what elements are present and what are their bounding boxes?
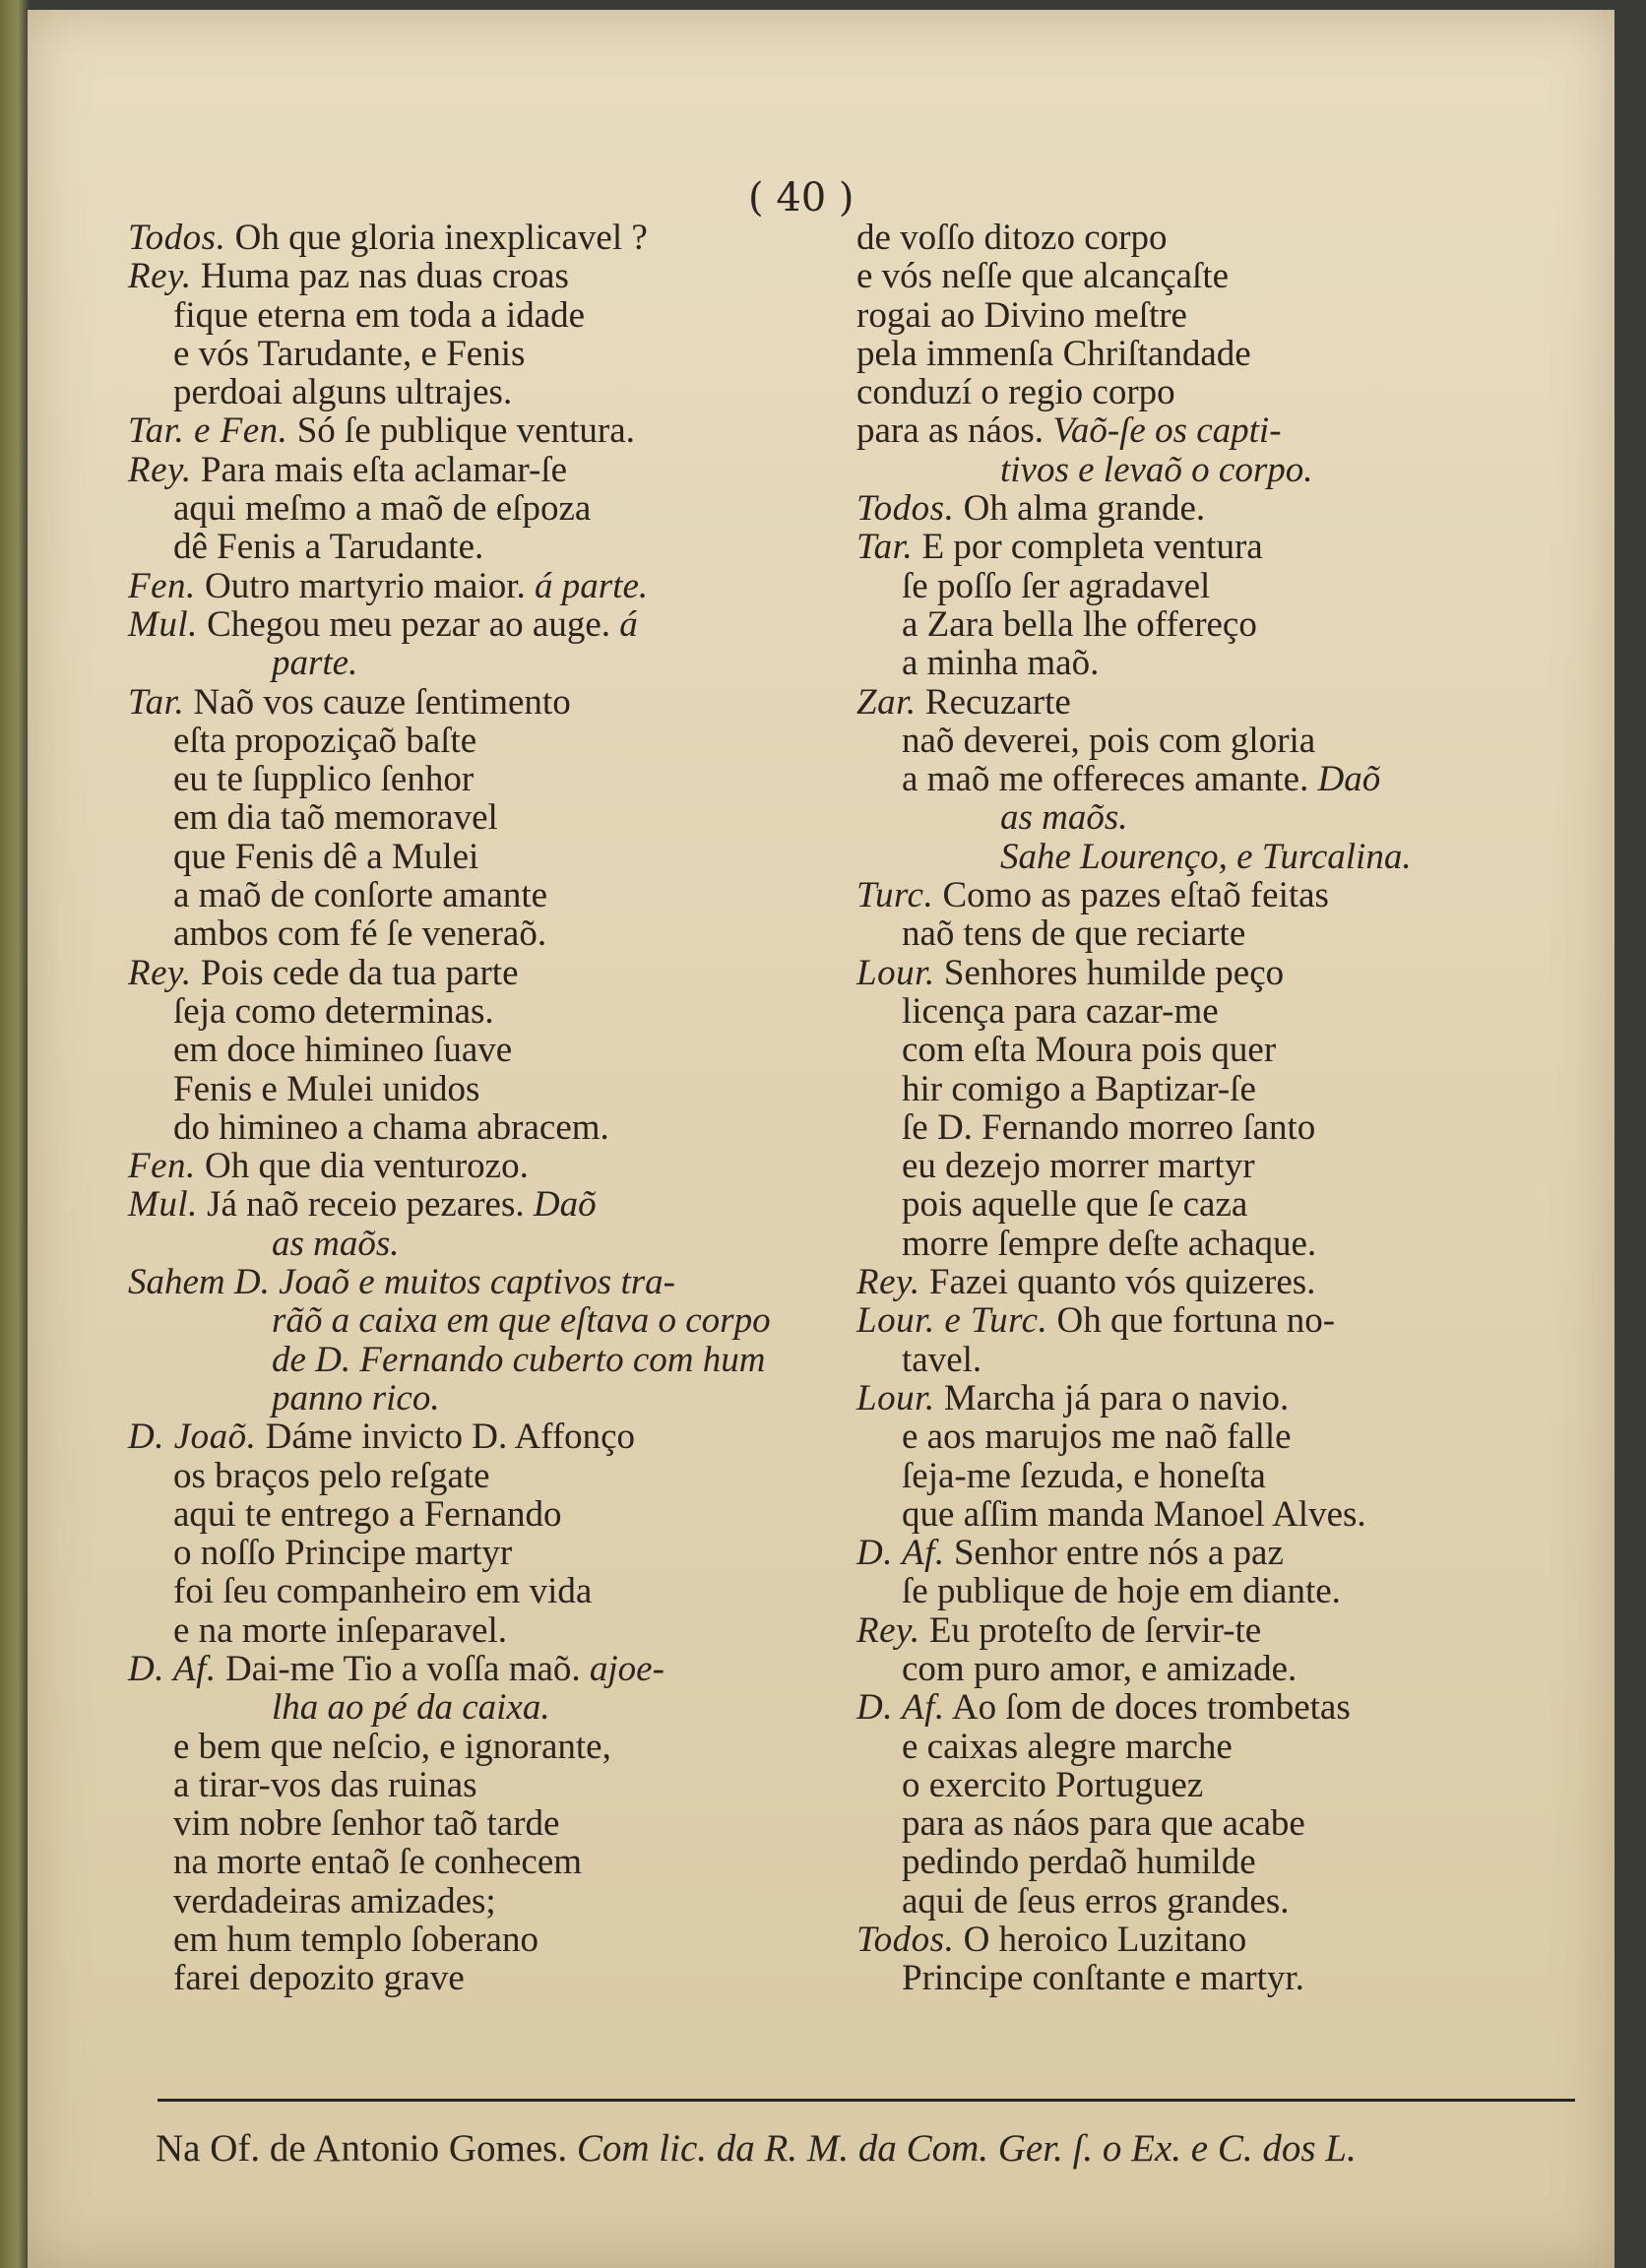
verse-line [856,1534,1565,1572]
verse-text: tavel. [902,1339,982,1380]
verse-line [856,1418,1565,1456]
verse-line [856,838,1565,876]
verse-line [856,798,1565,837]
verse-line [856,1959,1565,1997]
speaker-name: Lour. e Turc. [856,1300,1048,1342]
speaker-name: Fen. [128,1146,196,1187]
verse-line [128,1534,837,1572]
speaker-name: Mul. [128,1184,198,1226]
verse-text: do himineo a chama abracem. [173,1106,609,1148]
verse-line [856,1263,1565,1301]
stage-direction: Sahem D. Joaõ e muitos captivos tra- [128,1262,675,1303]
verse-text: Senhores humilde peço [943,952,1285,993]
verse-text: Para mais eſta aclamar-ſe [200,449,568,490]
speaker-name: D. Af. [856,1687,945,1729]
verse-text: ſeja-me ſezuda, e honeſta [902,1455,1266,1496]
page-number: ( 40 ) [748,175,855,220]
verse-line [128,722,837,760]
verse-text: licença para cazar-me [902,990,1219,1032]
stage-direction: panno rico. [272,1377,440,1418]
verse-line [128,1225,837,1263]
verse-line [128,528,837,566]
verse-line [128,1611,837,1650]
speaker-name: Todos. [856,488,955,530]
verse-text: e vós neſſe que alcançaſte [856,256,1230,297]
verse-line [128,296,837,335]
stage-direction: Daõ [533,1184,597,1226]
verse-text: e na morte inſeparavel. [173,1609,507,1651]
verse-line [856,954,1565,992]
verse-line [128,1921,837,1959]
verse-line [128,1031,837,1069]
verse-line [856,1379,1565,1418]
verse-line [128,1418,837,1456]
verse-line [856,760,1565,798]
verse-text: Marcha já para o navio. [943,1377,1290,1418]
verse-text: que Fenis dê a Mulei [173,836,479,877]
verse-text: os braços pelo reſgate [173,1455,490,1496]
verse-line [128,1572,837,1610]
verse-line [128,876,837,914]
speaker-name: Tar. [128,681,185,723]
verse-line [128,1457,837,1495]
verse-line [128,1882,837,1921]
verse-line [128,1650,837,1688]
verse-text: o exercito Portuguez [902,1764,1204,1805]
verse-line [128,1341,837,1379]
verse-text: dê Fenis a Tarudante. [173,527,484,568]
colophon-printer: Na Of. de Antonio Gomes. [156,2127,568,2170]
verse-line [856,335,1565,373]
verse-line [856,1728,1565,1766]
verse-line [128,1108,837,1147]
verse-line [128,838,837,876]
verse-text: para as náos para que acabe [902,1803,1305,1845]
verse-text: a minha maõ. [902,643,1100,684]
verse-text: Naõ vos cauze ſentimento [193,681,571,723]
verse-text: Ao ſom de doces trombetas [951,1687,1351,1729]
verse-line [856,373,1565,411]
speaker-name: Rey. [128,952,192,993]
verse-line [856,1611,1565,1650]
verse-line [856,1225,1565,1263]
verse-text: morre ſempre deſte achaque. [902,1223,1317,1264]
right-column [856,219,1565,1998]
verse-text: Chegou meu pezar ao auge. [207,603,611,645]
verse-text: eu dezejo morrer martyr [902,1146,1255,1187]
verse-line [128,1185,837,1224]
verse-line [128,411,837,450]
verse-line [856,411,1565,450]
verse-line [856,1341,1565,1379]
stage-direction: parte. [272,643,358,684]
verse-line [128,605,837,644]
verse-text: e vós Tarudante, e Fenis [173,333,526,374]
verse-line [856,992,1565,1031]
stage-direction: Vaõ-ſe os capti- [1052,410,1282,452]
speaker-name: Lour. [856,1377,935,1418]
verse-line [856,914,1565,953]
verse-text: em dia taõ memoravel [173,797,498,839]
verse-line [856,1031,1565,1069]
verse-line [128,760,837,798]
verse-line [856,1572,1565,1610]
verse-line [128,1147,837,1185]
verse-text: Só ſe publique ventura. [296,410,635,452]
stage-direction: rãõ a caixa em que eſtava o corpo [272,1300,771,1342]
verse-line [128,1843,837,1881]
verse-line [856,644,1565,682]
verse-text: ambos com fé ſe veneraõ. [173,914,547,955]
verse-line [856,876,1565,914]
verse-text: foi ſeu companheiro em vida [173,1571,593,1612]
verse-line [128,1379,837,1418]
verse-text: ſe publique de hoje em diante. [902,1571,1341,1612]
verse-line [128,1804,837,1843]
verse-text: Oh alma grande. [963,488,1206,530]
stage-direction: á parte. [535,565,649,606]
stage-direction: tivos e levaõ o corpo. [1000,449,1313,490]
speaker-name: Todos. [856,1920,955,1961]
verse-line [128,567,837,605]
verse-text: a maõ de conſorte amante [173,875,548,916]
verse-line [128,914,837,953]
speaker-name: Mul. [128,603,198,645]
verse-text: e caixas alegre marche [902,1726,1233,1767]
verse-text: pedindo perdaõ humilde [902,1842,1256,1883]
stage-direction: as maõs. [1000,797,1128,839]
verse-line [128,954,837,992]
speaker-name: Fen. [128,565,196,606]
verse-line [856,1921,1565,1959]
verse-text: pois aquelle que ſe caza [902,1184,1248,1226]
verse-line [128,335,837,373]
verse-text: Huma paz nas duas croas [200,256,569,297]
verse-line [128,1495,837,1534]
verse-line [856,567,1565,605]
verse-text: e aos marujos me naõ falle [902,1417,1292,1458]
book-spine [0,0,30,2268]
verse-text: perdoai alguns ultrajes. [173,372,513,413]
verse-text: aqui meſmo a maõ de eſpoza [173,488,592,530]
verse-line [128,1688,837,1727]
colophon [156,2126,1357,2171]
verse-line [856,605,1565,644]
speaker-name: Tar. [856,527,914,568]
verse-text: com puro amor, e amizade. [902,1648,1298,1689]
verse-text: Fenis e Mulei unidos [173,1068,480,1109]
verse-text: Pois cede da tua parte [200,952,519,993]
verse-line [128,219,837,257]
verse-line [856,296,1565,335]
verse-line [856,1070,1565,1108]
speaker-name: D. Joaõ. [128,1417,257,1458]
verse-text: Dai-me Tio a voſſa maõ. [224,1648,581,1689]
verse-text: Oh que dia venturozo. [205,1146,529,1187]
verse-line [856,1650,1565,1688]
verse-line [856,489,1565,528]
verse-line [856,451,1565,489]
verse-line [128,1766,837,1804]
verse-line [128,992,837,1031]
verse-text: e bem que neſcio, e ignorante, [173,1726,611,1767]
speaker-name: Zar. [856,681,917,723]
stage-direction: ajoe- [589,1648,665,1689]
verse-text: conduzí o regio corpo [856,372,1175,413]
verse-line [856,1882,1565,1921]
verse-text: Já naõ receio pezares. [207,1184,525,1226]
verse-line [128,798,837,837]
speaker-name: Lour. [856,952,935,993]
verse-line [856,683,1565,722]
verse-text: naõ tens de que reciarte [902,914,1246,955]
verse-text: aqui de ſeus erros grandes. [902,1880,1290,1922]
verse-line [128,489,837,528]
verse-text: que aſſim manda Manoel Alves. [902,1493,1366,1535]
verse-text: na morte entaõ ſe conhecem [173,1842,583,1883]
verse-text: Fazei quanto vós quizeres. [928,1262,1316,1303]
verse-line [856,1147,1565,1185]
verse-text: em doce himineo ſuave [173,1030,513,1071]
verse-line [856,219,1565,257]
verse-text: Oh que fortuna no- [1056,1300,1336,1342]
verse-text: em hum templo ſoberano [173,1920,538,1961]
verse-line [856,1185,1565,1224]
verse-text: rogai ao Divino meſtre [856,294,1187,336]
verse-text: farei depozito grave [173,1958,465,1999]
verse-line [128,1263,837,1301]
verse-line [128,1959,837,1997]
verse-line [856,528,1565,566]
verse-text: Senhor entre nós a paz [953,1533,1284,1574]
colophon-license: Com lic. da R. M. da Com. Ger. ſ. o Ex. e C. dos L. [576,2127,1357,2170]
verse-line [856,1108,1565,1147]
verse-line [856,1766,1565,1804]
verse-text: de voſſo ditozo corpo [856,218,1168,258]
verse-text: aqui te entrego a Fernando [173,1493,562,1535]
speaker-name: Tar. e Fen. [128,410,288,452]
verse-text: ſe poſſo ſer agradavel [902,565,1211,606]
verse-text: a maõ me offereces amante. [902,759,1309,800]
speaker-name: D. Af. [128,1648,217,1689]
verse-line [128,1301,837,1340]
verse-text: o noſſo Principe martyr [173,1533,513,1574]
verse-line [856,1843,1565,1881]
verse-line [128,1070,837,1108]
verse-line [856,722,1565,760]
verse-text: naõ deverei, pois com gloria [902,720,1316,761]
verse-text: E por completa ventura [921,527,1263,568]
stage-direction: de D. Fernando cuberto com hum [272,1339,766,1380]
stage-direction: Sahe Lourenço, e Turcalina. [1000,836,1412,877]
speaker-name: Rey. [128,256,192,297]
verse-text: ſeja como determinas. [173,990,494,1032]
stage-direction: Daõ [1317,759,1381,800]
verse-line [128,451,837,489]
verse-text: Outro martyrio maior. [205,565,526,606]
verse-line [856,1301,1565,1340]
speaker-name: Rey. [856,1262,920,1303]
speaker-name: Turc. [856,875,934,916]
verse-line [856,1688,1565,1727]
verse-line [856,1495,1565,1534]
verse-line [128,373,837,411]
stage-direction: á [619,603,638,645]
verse-text: verdadeiras amizades; [173,1880,496,1922]
speaker-name: Rey. [128,449,192,490]
verse-line [128,257,837,295]
verse-text: Recuzarte [924,681,1071,723]
verse-line [856,257,1565,295]
verse-text: Eu proteſto de ſervir-te [928,1609,1262,1651]
verse-text: a tirar-vos das ruinas [173,1764,477,1805]
verse-line [856,1457,1565,1495]
verse-line [128,683,837,722]
speaker-name: D. Af. [856,1533,945,1574]
speaker-name: Todos. [128,218,226,258]
verse-text: Oh que gloria inexplicavel ? [234,218,648,258]
speaker-name: Rey. [856,1609,920,1651]
verse-line [128,644,837,682]
verse-text: hir comigo a Baptizar-ſe [902,1068,1256,1109]
verse-text: Principe conſtante e martyr. [902,1958,1304,1999]
verse-text: vim nobre ſenhor taõ tarde [173,1803,560,1845]
left-column [128,219,837,1998]
verse-text: O heroico Luzitano [963,1920,1247,1961]
stage-direction: as maõs. [272,1223,400,1264]
verse-text: para as náos. [856,410,1045,452]
verse-text: eſta propoziçaõ baſte [173,720,477,761]
verse-text: Dáme invicto D. Affonço [265,1417,636,1458]
verse-line [128,1728,837,1766]
verse-text: ſe D. Fernando morreo ſanto [902,1106,1316,1148]
footer-rule [158,2099,1575,2102]
verse-line [856,1804,1565,1843]
verse-text: pela immenſa Chriſtandade [856,333,1251,374]
verse-text: fique eterna em toda a idade [173,294,586,336]
verse-text: com eſta Moura pois quer [902,1030,1277,1071]
verse-text: eu te ſupplico ſenhor [173,759,475,800]
stage-direction: lha ao pé da caixa. [272,1687,550,1729]
verse-text: a Zara bella lhe offereço [902,603,1257,645]
verse-text: Como as pazes eſtaõ feitas [942,875,1329,916]
